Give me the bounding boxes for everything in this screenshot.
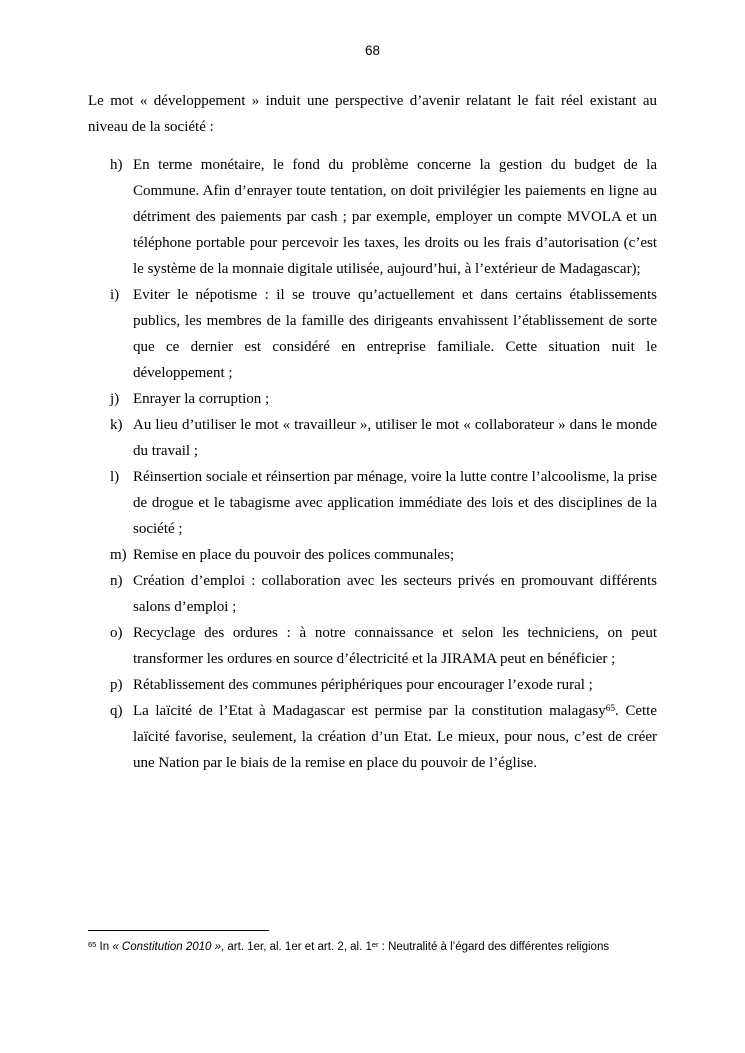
list-item-text: Rétablissement des communes périphériques pour encourager l’exode rural ; bbox=[133, 677, 593, 693]
list-item bbox=[88, 620, 657, 672]
footnote-text-prefix: In bbox=[99, 941, 113, 953]
list-item bbox=[88, 386, 657, 412]
list-item-marker: o) bbox=[110, 625, 123, 641]
footnote-marker: 65 bbox=[88, 939, 97, 949]
footnote bbox=[88, 939, 728, 956]
list-item-marker: p) bbox=[110, 677, 123, 693]
footnote-area bbox=[88, 930, 728, 956]
list-item bbox=[88, 568, 657, 620]
list-item bbox=[88, 412, 657, 464]
list-item-marker: i) bbox=[110, 287, 120, 303]
list-item-marker: k) bbox=[110, 417, 123, 433]
list-item bbox=[88, 282, 657, 386]
footnote-text-suffix: : Neutralité à l’égard des différentes religions bbox=[378, 941, 610, 953]
list-item-text: Recyclage des ordures : à notre connaissance et selon les techniciens, on peut transformer les ordures en source d’électricité et la JIRAMA peut en bénéficier ; bbox=[133, 625, 657, 667]
footnote-reference: 65 bbox=[605, 703, 616, 714]
list-item-text-after-ref: . Cette laïcité favorise, seulement, la création d’un Etat. Le mieux, pour nous, c’est de créer une Nation par le biais de la remise en place du pouvoir de l’église. bbox=[133, 703, 657, 771]
footnote-separator bbox=[88, 930, 269, 931]
list-item-text-before-ref: La laïcité de l’Etat à Madagascar est permise par la constitution malagasy bbox=[133, 703, 606, 719]
list-item-text: Au lieu d’utiliser le mot « travailleur », utiliser le mot « collaborateur » dans le monde du travail ; bbox=[133, 417, 657, 459]
footnote-work-title: « Constitution 2010 » bbox=[112, 941, 222, 953]
list-item bbox=[88, 672, 657, 698]
intro-paragraph: Le mot « développement » induit une perspective d’avenir relatant le fait réel existant au niveau de la société : bbox=[88, 93, 657, 135]
list-item bbox=[88, 698, 657, 776]
list-item-marker: h) bbox=[110, 157, 123, 173]
list-item-marker: m) bbox=[110, 547, 127, 563]
footnote-text-middle: , art. 1er, al. 1er et art. 2, al. 1 bbox=[221, 941, 372, 953]
list-item-marker: q) bbox=[110, 703, 123, 719]
list-item-text: En terme monétaire, le fond du problème concerne la gestion du budget de la Commune. Afin d’enrayer toute tentation, on doit privilégier les paiements en ligne au détriment des paiements par cash ; par exemple, employer un compte MVOLA et un téléphone portable pour percevoir les taxes, les droits ou les frais d’autorisation (c’est le système de la monnaie digitale utilisée, aujourd’hui, à l’extérieur de Madagascar); bbox=[133, 157, 657, 277]
list-item bbox=[88, 152, 657, 282]
list-item-text: Remise en place du pouvoir des polices communales; bbox=[133, 547, 455, 563]
list-item bbox=[88, 464, 657, 542]
list-item-text bbox=[133, 703, 657, 771]
list-item-text: Création d’emploi : collaboration avec les secteurs privés en promouvant différents salons d’emploi ; bbox=[133, 573, 657, 615]
list-item-text: Enrayer la corruption ; bbox=[133, 391, 270, 407]
list-item bbox=[88, 542, 657, 568]
alpha-list bbox=[88, 152, 657, 776]
list-item-marker: j) bbox=[110, 391, 120, 407]
footnote-ordinal: er bbox=[371, 939, 379, 949]
list-item-marker: n) bbox=[110, 573, 123, 589]
page-number: 68 bbox=[364, 43, 381, 58]
list-item-text: Réinsertion sociale et réinsertion par ménage, voire la lutte contre l’alcoolisme, la prise de drogue et le tabagisme avec application immédiate des lois et des disciplines de la société ; bbox=[133, 469, 657, 537]
list-item-text: Eviter le népotisme : il se trouve qu’actuellement et dans certains établissements publics, les membres de la famille des dirigeants envahissent l’établissement de sorte que ce dernier est considéré en entreprise familiale. Cette situation nuit le développement ; bbox=[133, 287, 657, 381]
page-body bbox=[88, 88, 657, 776]
list-item-marker: l) bbox=[110, 469, 120, 485]
